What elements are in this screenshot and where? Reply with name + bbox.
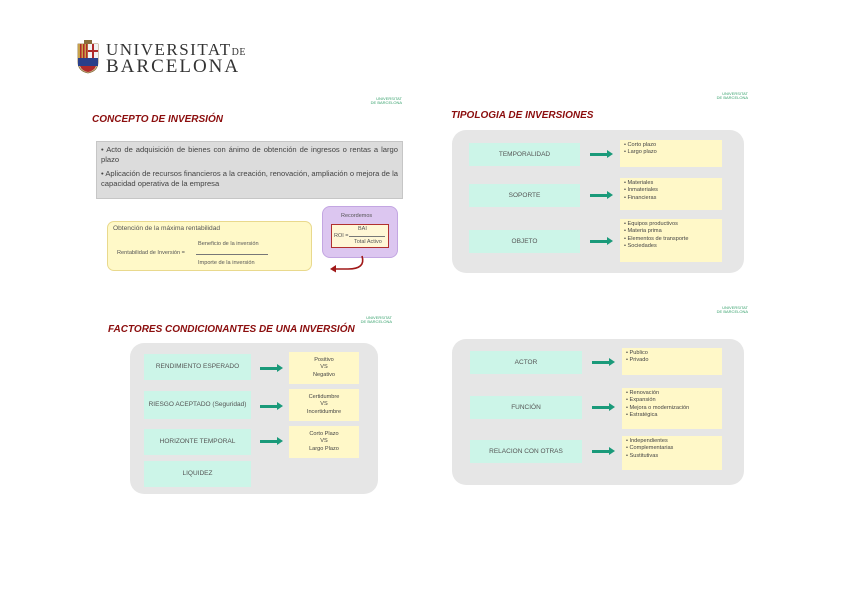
list-item: • Elementos de transporte [624,235,689,242]
items-actor [622,348,722,375]
items-objeto [620,219,722,262]
list-item: • Publico [626,350,648,356]
list-item: • Expansión [626,397,656,404]
bullet-application: • Aplicación de recursos financieros a la creación, renovación, ampliación o mejora de la capacidad operativa de la empresa [101,169,398,188]
arrow-right-icon [592,406,610,409]
arrow-right-icon [260,405,278,408]
list-item: Incertidumbre [306,408,342,415]
items-temporalidad [620,140,722,167]
arrow-right-icon [590,194,608,197]
roi-fraction-line [349,236,385,237]
roi-denominator: Total Activo [354,239,382,245]
arrow-right-icon [592,450,610,453]
items-riesgo [289,389,359,421]
list-item: • Complementarias [626,445,674,452]
list-item: • Independientes [626,438,668,444]
items-soporte [620,178,722,210]
list-item: • Sociedades [624,243,657,250]
list-item: Negativo [312,371,336,378]
items-relacion [622,436,722,470]
rentability-title: Obtención de la máxima rentabilidad [113,225,221,232]
bullet-acquisition: • Acto de adquisición de bienes con ánimo de obtención de ingresos o rentas a largo plazo [101,145,398,164]
row-label-rendimiento: RENDIMIENTO ESPERADO [144,354,251,380]
row-label-objeto: OBJETO [469,230,580,253]
row-label-liquidez: LIQUIDEZ [144,461,251,487]
list-item: VS [320,364,328,371]
list-item: • Privado [626,357,649,364]
concept-definition-box [96,141,403,199]
row-label-relacion: RELACION CON OTRAS [470,440,582,463]
slide1-title: CONCEPTO DE INVERSIÓN [92,114,223,125]
roi-formula-box [331,224,389,248]
formula-denominator: Importe de la inversión [198,260,255,266]
items-rendimiento [289,352,359,384]
formula-numerator: Beneficio de la inversión [198,241,259,247]
arrow-right-icon [260,367,278,370]
list-item: • Sustitutivas [626,452,659,459]
list-item: • Mejora o modernización [626,404,690,411]
rentability-panel [107,221,312,271]
arrow-right-icon [590,153,608,156]
list-item: Largo Plazo [309,445,339,452]
list-item: VS [320,438,328,445]
recordemos-title: Recordemos [341,213,373,219]
roi-label: ROI = [334,233,349,239]
items-horizonte [289,426,359,458]
tipologia-panel [452,130,744,273]
list-item: • Materiales [624,180,654,186]
arrow-right-icon [260,440,278,443]
list-item: • Renovación [626,390,660,396]
row-label-actor: ACTOR [470,351,582,374]
row-label-riesgo: RIESGO ACEPTADO (Seguridad) [144,391,251,419]
list-item: • Largo plazo [624,149,657,156]
slide3-title: FACTORES CONDICIONANTES DE UNA INVERSIÓN [108,324,355,335]
arrow-right-icon [590,240,608,243]
slide-logo-mark: UNIVERSITAT DE BARCELONA [360,315,392,324]
slide2-title: TIPOLOGIA DE INVERSIONES [451,110,594,121]
slide-logo-mark: UNIVERSITAT DE BARCELONA [716,305,748,314]
list-item: Positivo [314,356,334,363]
row-label-horizonte: HORIZONTE TEMPORAL [144,429,251,455]
factores-panel [130,343,378,494]
list-item: • Estratégica [626,412,658,419]
university-name-line2: BARCELONA [106,56,241,77]
list-item: Certidumbre [308,393,340,400]
list-item: • Equipos productivos [624,221,678,227]
university-name-line1: UNIVERSITATDE [106,40,246,59]
list-item: Corto Plazo [309,430,339,437]
clasificacion-panel [452,339,744,485]
university-crest-icon [76,40,100,74]
recordemos-box [322,206,398,258]
curved-arrow-icon [328,255,368,273]
slide-logo-mark: UNIVERSITAT DE BARCELONA [716,91,748,100]
list-item: VS [320,401,328,408]
list-item: • Materia prima [624,228,662,235]
list-item: • Inmateriales [624,187,658,194]
list-item: • Financieras [624,194,657,201]
arrow-right-icon [592,361,610,364]
formula-label: Rentabilidad de Inversión = [117,250,185,256]
formula-fraction-line [196,254,268,255]
row-label-funcion: FUNCIÓN [470,396,582,419]
slide-logo-mark: UNIVERSITAT DE BARCELONA [370,96,402,105]
items-funcion [622,388,722,429]
row-label-temporalidad: TEMPORALIDAD [469,143,580,166]
list-item: • Corto plazo [624,142,657,148]
roi-numerator: BAI [358,226,367,232]
row-label-soporte: SOPORTE [469,184,580,207]
